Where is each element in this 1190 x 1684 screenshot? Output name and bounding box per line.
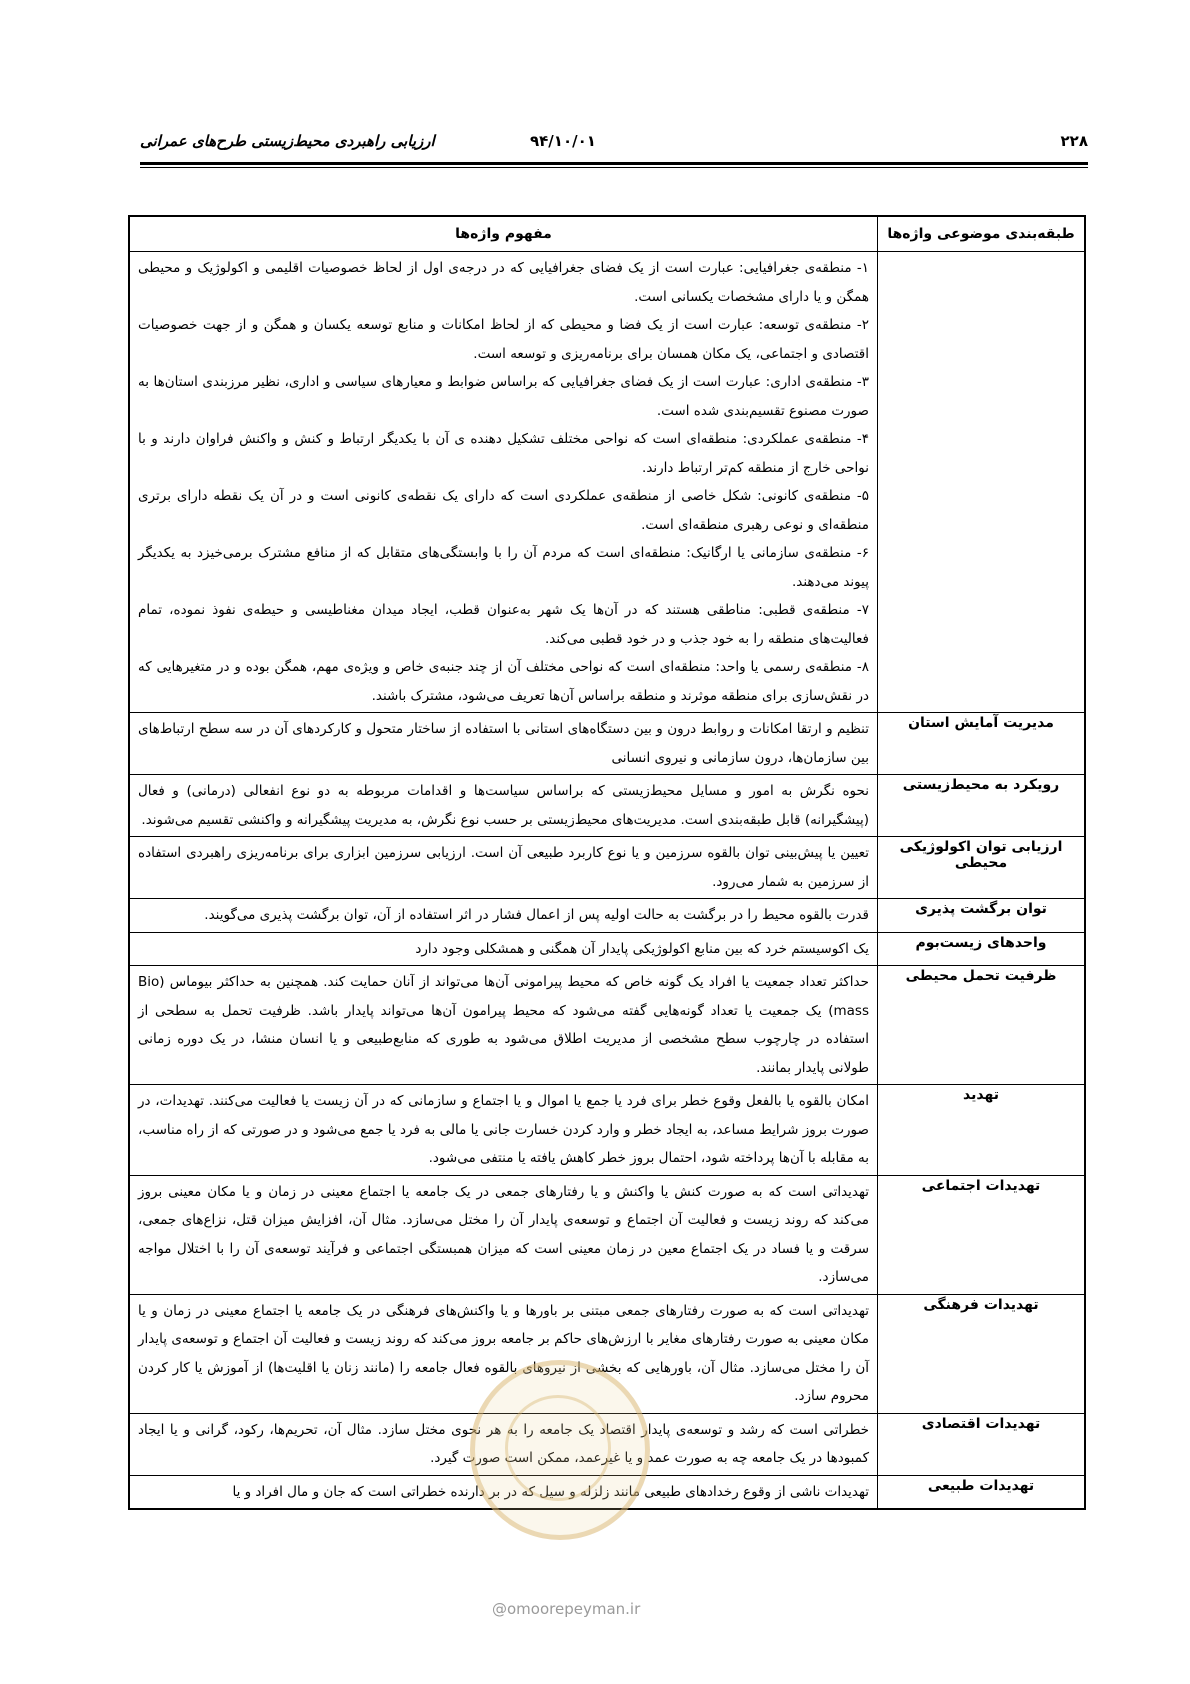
definition-cell: تهدیداتی است که به صورت رفتارهای جمعی مبتنی بر باورها و یا واکنش‌های فرهنگی در یک جامعه یا اجتماع معینی در زمان و یا مکان معینی به صورت رفتارهای مغایر با ارزش‌های حاکم بر جامعه بروز می‌کند که روند زیست و فعالیت آن اجتماع و توسعه‌ی پایدار آن را مختل می‌سازد. مثال آن، باورهایی که بخشی از نیروهای بالقوه فعال جامعه را (مانند زنان یا اقلیت‌ها) از آموزش یا کار کردن محروم سازد.	[129, 1294, 878, 1413]
table-row	[129, 713, 1085, 775]
table-header-row	[129, 216, 1085, 252]
definition-cell: قدرت بالقوه محیط را در برگشت به حالت اولیه پس از اعمال فشار در اثر استفاده از آن، توان برگشت پذیری می‌گویند.	[129, 899, 878, 933]
table-row	[129, 775, 1085, 837]
table-row	[129, 932, 1085, 966]
table-row	[129, 837, 1085, 899]
table-row	[129, 966, 1085, 1085]
term-cell: تهدید	[878, 1085, 1086, 1176]
table-row	[129, 252, 1085, 713]
region-definition: ۷- منطقه‌ی قطبی: مناطقی هستند که در آن‌ها یک شهر به‌عنوان قطب، ایجاد میدان مغناطیسی و حیطه‌ی نفوذ نموده، تمام فعالیت‌های منطقه را به خود جذب و در خود قطبی می‌کند.	[138, 602, 869, 647]
region-definition: ۱- منطقه‌ی جغرافیایی: عبارت است از یک فضای جغرافیایی که در درجه‌ی اول از لحاظ خصوصیات اقلیمی و اکولوژیک و محیطی همگن و یا دارای مشخصات یکسانی است.	[138, 260, 869, 305]
term-cell: رویکرد به محیط‌زیستی	[878, 775, 1086, 837]
header-rule-thick	[140, 162, 1088, 165]
definition-cell: تنظیم و ارتقا امکانات و روابط درون و بین دستگاه‌های استانی با استفاده از ساختار متحول و کارکردهای آن در سه سطح ارتباط‌های بین سازمان‌ها، درون سازمانی و نیروی انسانی	[129, 713, 878, 775]
column-header-definition: مفهوم واژه‌ها	[129, 216, 878, 252]
region-definition: ۶- منطقه‌ی سازمانی یا ارگانیک: منطقه‌ای است که مردم آن را با وابستگی‌های متقابل که از منافع مشترک برمی‌خیزد به یکدیگر پیوند می‌دهند.	[138, 545, 869, 590]
definition-cell: تهدیدات ناشی از وقوع رخدادهای طبیعی مانند زلزله و سیل که در بر دارنده خطراتی است که جان و مال افراد و یا	[129, 1475, 878, 1509]
definition-cell: خطراتی است که رشد و توسعه‌ی پایدار اقتصاد یک جامعه را به هر نحوی مختل سازد. مثال آن، تحریم‌ها، رکود، گرانی و یا ایجاد کمبودها در یک جامعه چه به صورت عمد و یا غیرعمد، ممکن است صورت گیرد.	[129, 1413, 878, 1475]
table-row	[129, 1413, 1085, 1475]
term-cell: مدیریت آمایش استان	[878, 713, 1086, 775]
definition-cell: حداکثر تعداد جمعیت یا افراد یک گونه خاص که محیط پیرامونی آن‌ها می‌تواند از آنان حمایت کند. همچنین به حداکثر بیوماس (Bio mass) یک جمعیت یا تعداد گونه‌هایی گفته می‌شود که محیط پیرامون آن‌ها می‌تواند پایدار باشد. ظرفیت تحمل به سطحی از استفاده در چارچوب سطح مشخصی از مدیریت اطلاق می‌شود به طوری که منابع‌طبیعی و یا انسان منشا، در یک دوره زمانی طولانی پایدار بمانند.	[129, 966, 878, 1085]
term-cell-empty	[878, 252, 1086, 713]
region-definition: ۴- منطقه‌ی عملکردی: منطقه‌ای است که نواحی مختلف تشکیل دهنده ی آن با یکدیگر ارتباط و کنش و واکنش فراوان دارند و با نواحی خارج از منطقه کم‌تر ارتباط دارند.	[138, 431, 869, 476]
definition-cell: تعیین یا پیش‌بینی توان بالقوه سرزمین و یا نوع کاربرد طبیعی آن است. ارزیابی سرزمین ابزاری برای برنامه‌ریزی راهبردی استفاده از سرزمین به شمار می‌رود.	[129, 837, 878, 899]
header-rule-thin	[140, 167, 1088, 168]
running-title: ارزیابی راهبردی محیط‌زیستی طرح‌های عمرانی	[140, 132, 435, 150]
header-date: ۹۴/۱۰/۰۱	[530, 132, 596, 150]
table-row	[129, 899, 1085, 933]
region-definition: ۵- منطقه‌ی کانونی: شکل خاصی از منطقه‌ی عملکردی است که دارای یک نقطه‌ی کانونی است و در آن یک نقطه دارای برتری منطقه‌ای و نوعی رهبری منطقه‌ای است.	[138, 488, 869, 533]
table-row	[129, 1175, 1085, 1294]
table-row	[129, 1294, 1085, 1413]
term-cell: تهدیدات طبیعی	[878, 1475, 1086, 1509]
definition-cell: یک اکوسیستم خرد که بین منابع اکولوژیکی پایدار آن همگنی و همشکلی وجود دارد	[129, 932, 878, 966]
term-cell: واحدهای زیست‌بوم	[878, 932, 1086, 966]
term-cell: توان برگشت پذیری	[878, 899, 1086, 933]
page-number: ۲۲۸	[1060, 132, 1088, 150]
region-definition: ۸- منطقه‌ی رسمی یا واحد: منطقه‌ای است که نواحی مختلف آن از چند جنبه‌ی خاص و ویژه‌ی مهم، همگن بوده و در متغیرهایی که در نقش‌سازی برای منطقه موثرند و منطقه براساس آن‌ها تعریف می‌شود، مشترک باشند.	[138, 659, 869, 704]
table-row	[129, 1475, 1085, 1509]
site-watermark: @omoorepeyman.ir	[492, 1600, 641, 1618]
definition-cell: نحوه نگرش به امور و مسایل محیط‌زیستی که براساس سیاست‌ها و اقدامات مربوطه به دو نوع انفعالی (درمانی) و فعال (پیشگیرانه) قابل طبقه‌بندی است. مدیریت‌های محیط‌زیستی بر حسب نوع نگرش، به مدیریت پیشگیرانه و واکنشی تقسیم می‌شوند.	[129, 775, 878, 837]
term-cell: ظرفیت تحمل محیطی	[878, 966, 1086, 1085]
definition-cell: امکان بالقوه یا بالفعل وقوع خطر برای فرد یا جمع یا اموال و یا اجتماع و سازمانی که در آن زیست یا فعالیت می‌کنند. تهدیدات، در صورت بروز شرایط مساعد، به ایجاد خطر و وارد کردن خسارت جانی یا مالی به فرد یا جمع می‌شود و در صورتی که از راه مناسب، به مقابله با آن‌ها پرداخته شود، احتمال بروز خطر کاهش یافته یا منتفی می‌شود.	[129, 1085, 878, 1176]
definition-cell: تهدیداتی است که به صورت کنش یا واکنش و یا رفتارهای جمعی در یک جامعه یا اجتماع معینی در زمان و یا مکان معینی بروز می‌کند که روند زیست و فعالیت آن اجتماع و توسعه‌ی پایدار آن را مختل می‌سازد. مثال آن، افزایش میزان قتل، نزاع‌های جمعی، سرقت و یا فساد در یک اجتماع معین در زمان معینی است که میزان همبستگی اجتماعی و فرآیند توسعه‌ی آن را با اختلال مواجه می‌سازد.	[129, 1175, 878, 1294]
term-cell: تهدیدات فرهنگی	[878, 1294, 1086, 1413]
term-cell: تهدیدات اجتماعی	[878, 1175, 1086, 1294]
definition-cell-regions	[129, 252, 878, 713]
table-row	[129, 1085, 1085, 1176]
column-header-term: طبقه‌بندی موضوعی واژه‌ها	[878, 216, 1086, 252]
term-cell: تهدیدات اقتصادی	[878, 1413, 1086, 1475]
region-definition: ۳- منطقه‌ی اداری: عبارت است از یک فضای جغرافیایی که براساس ضوابط و معیارهای سیاسی و اداری، نظیر مرزبندی استان‌ها به صورت مصنوع تقسیم‌بندی شده است.	[138, 374, 869, 419]
term-cell: ارزیابی توان اکولوژیکی محیطی	[878, 837, 1086, 899]
region-definition: ۲- منطقه‌ی توسعه: عبارت است از یک فضا و محیطی که از لحاظ امکانات و منابع توسعه یکسان و همگن و از جهت خصوصیات اقتصادی و اجتماعی، یک مکان همسان برای برنامه‌ریزی و توسعه است.	[138, 317, 869, 362]
terms-table	[128, 215, 1086, 1510]
